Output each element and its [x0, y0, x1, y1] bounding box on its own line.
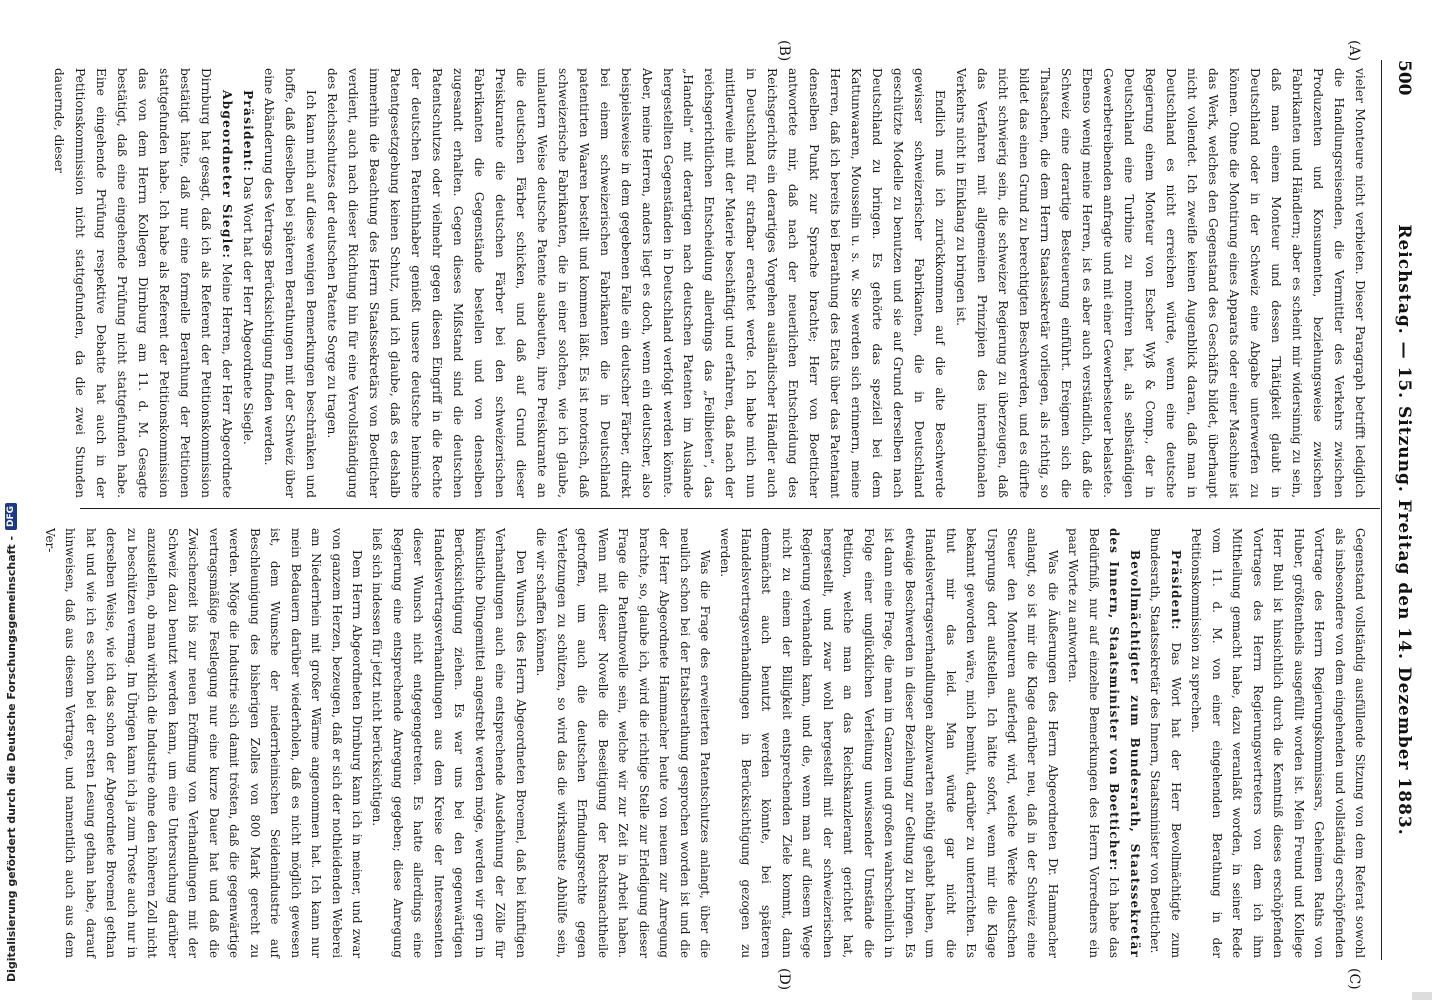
paragraph: Bevollmächtigter zum Bundesrath, Staatssekretär des Innern, Staatsminister von Boetticher: Ich habe das Bedürfniß, nur auf einzelne Bemerkungen des Herrn Vorredners ein paar Worte zu antworten. [1066, 528, 1142, 958]
section-marker-a: (A) [1346, 40, 1362, 62]
page-title: Reichstag. — 15. Sitzung. Freitag den 14. Dezember 1883. [1394, 224, 1414, 836]
paragraph: Was die Äußerungen des Herrn Abgeordneten Dr. Hammacher anlangt, so ist mir die Klage darüber neu, daß in der Schweiz eine Steuer den Monteuren auferlegt wird, welche Werke deutschen Ursprungs dort aufstellen. Ich hätte sofort, wenn mir die Klage bekannt geworden wäre, mich bemüht, darüber zu unterrichten. Es thut mir das leid. Man würde gar nicht die Handelsvertragsverhandlungen abzuwarten nöthig gehabt haben, um etwaige Beschwerden in dieser Beziehung zur Geltung zu bringen. Es ist dann eine Frage, die man im Ganzen und großen wahrscheinlich in Folge einer unglücklichen Verleitung unwissender Umstände die Petition, welche man an das Reichskanzleramt gerichtet hat, hergestellt, und zwar wohl hergestellt mit der schweizerischen Regierung verhandeln kann, und die, wenn man auf diesem Wege nicht zu einem der Billigkeit entsprechenden Ziele kommt, dann demnächst auch benutzt werden könnte, bei späteren Handelsvertragsverhandlungen in Berücksichtigung gezogen zu werden. [718, 528, 1060, 958]
paragraph: Gegenstand vollständig ausfüllende Sitzung von dem Referat sowohl als insbesondere von dem eingehenden und vollständig erschöpfenden Vortrage des Herrn Regierungskommissars, Geheimen Raths von Huber, größtentheils ausgefüllt worden ist. Mein Freund und Kollege Herr Buhl ist hinsichtlich durch die Kenntniß dieses erschöpfenden Vortrages des Herrn Regierungsvertreters von dem ich ihm Mittheilung gemacht habe, dazu veranlaßt worden, in seiner Rede vom 11. d. M. von einer eingehenden Berathung in der Petitionskommission zu sprechen. [1189, 528, 1367, 958]
column-divider [80, 508, 1380, 509]
paragraph: Abgeordneter Siegle: Meine Herren, der Herr Abgeordnete Dirnburg hat gesagt, daß ich als Referent der Petitionskommission bestätigt hätte, daß nur eine formelle Berathung der Petitionen stattgefunden habe. Ich habe als Referent der Petitionskommission das von dem Herrn Kollegen Dirnburg am 11. d. M. Gesagte bestätigt, daß eine eingehende Prüfung nicht stattgefunden habe. Eine eingehende Prüfung respektive Debatte hat auch in der Petitionskommission nicht stattgefunden, da die zwei Stunden dauernde, dieser [51, 68, 234, 498]
speaker-name: Präsident: [1168, 550, 1183, 631]
paragraph: Ich kann mich auf diese wenigen Bemerkungen beschränken und hoffe, daß dieselben bei späteren Berathungen mit der Schweiz über eine Abänderung des Vertrags Berücksichtigung finden werden. [261, 68, 318, 498]
page-number: 500 [1394, 60, 1414, 96]
section-marker-c: (C) [1346, 968, 1362, 990]
paragraph: Präsident: Das Wort hat der Herr Bevollmächtigte zum Bundesrath, Staatssekretär des Innern, Staatsminister von Boetticher. [1148, 528, 1183, 958]
paragraph: Präsident: Das Wort hat der Herr Abgeordnete Siegle. [240, 90, 255, 445]
paragraph: Den Wunsch des Herrn Abgeordneten Broemel, daß bei künftigen Verhandlungen auch eine entsprechende Ausdehnung der Zölle für künstliche Düngemittel angestrebt werden möge, werden wir gern in Berücksichtigung ziehen. Es war uns bei den gegenwärtigen Handelsvertragsverhandlungen aus dem Kreise der Interessenten dieser Wunsch nicht entgegengetreten. Es hatte allerdings eine Regierung eine entsprechende Anregung gegeben; diese Anregung ließ sich indessen für jetzt nicht berücksichtigen. [370, 528, 528, 958]
credit-text: Digitalisierung gefördert durch die Deutsche Forschungsgemeinschaft - [4, 535, 18, 982]
speaker-name: Abgeordneter Siegle: [219, 90, 234, 260]
left-column [48, 68, 1370, 498]
scan-edge [1412, 992, 1432, 1000]
footer-strip [0, 0, 22, 1000]
paragraph: Was die Frage des erweiterten Patentschutzes anlangt, über die neulich schon bei der Etatsberathung gesprochen worden ist und die der Herr Abgeordnete Hammacher heute von neuem zur Anregung brachte, so, glaube ich, wird die richtige Stelle zur Erledigung dieser Frage die Patentnovelle sein, welche wir zur Zeit in Arbeit haben. Wenn mit dieser Novelle die Beseitigung der Rechtsnachtheile getroffen, um auch die deutschen Erfindungsrechte gegen Verletzungen zu schützen, so wird das die wirksamste Abhülfe sein, die wir schaffen können. [534, 528, 712, 958]
digitization-credit [0, 0, 22, 1000]
section-marker-d: (D) [776, 968, 792, 991]
header-rule [1381, 60, 1382, 960]
paragraph: Endlich muß ich zurückkommen auf die alte Beschwerde gewisser schweizerischer Fabrikanten, die in Deutschland geschützte Modelle zu benutzen und sie auf Grund derselben nach Deutschland zu bringen. Es gehörte das speziell bei dem Kattunwaaren, Mousselin u. s. w. Sie werden sich erinnern, meine Herren, daß ich bereits bei Berathung des Etats über das Patentamt denselben Punkt zur Sprache brachte; Herr von Boetticher antwortete mir, daß nach der neuerlichen Entscheidung des Reichsgerichts ein derartiges Vorgehen ausländischer Händler auch in Deutschland für strafbar erachtet werde. Ich habe mich nun mittlerweile mit der Materie beschäftigt und erfahren, daß nach der reichsgerichtlichen Entscheidung allerdings das „Feilbieten“, das „Handeln“ mit derartigen nach deutschen Patenten im Auslande hergestellten Gegenständen in Deutschland verfolgt werden könnte. Aber, meine Herren, anders liegt es doch, wenn ein deutscher, also beispielsweise in dem gegebenen Falle ein deutscher Färber, direkt bei einem schweizerischen Fabrikanten die in Deutschland patentirten Waaren bestellt und kommen läßt. Es ist notorisch, daß schweizerische Fabrikanten, die in einer solchen, wie ich glaube, unlautern Weise deutsche Patente ausbeuten, ihre Preiskurante an die deutschen Färber schicken, und daß auf Grund dieser Preiskurante die deutschen Färber bei den schweizerischen Fabrikanten die Gegenstände bestellen und von denselben zugesandt erhalten. Gegen dieses Mißstand sind die deutschen Patentschutzes oder vielmehr gegen diesen Eingriff in die Rechte der deutschen Patentinhaber genießt unsere deutsche heimische Patentgesetzgebung keinen Schutz, und ich glaube, daß es deshalb immerhin die Beachtung des Herrn Staatssekretärs von Boetticher verdient, auch nach dieser Richtung hin für eine Vervollständigung des Reichsschutzes der deutschen Patente Sorge zu tragen. [324, 68, 948, 498]
right-column [40, 528, 1370, 958]
page-header [1390, 60, 1418, 940]
speaker-name: Bevollmächtigter zum Bundesrath, Staatssekretär des Innern, Staatsminister von Boetticher: [1107, 528, 1142, 958]
paragraph: vieler Monteure nicht verbieten. Dieser Paragraph betrifft lediglich die Handlungsreisenden, die Vermittler des Verkehrs zwischen Produzenten und Konsumenten, beziehungsweise zwischen Fabrikanten und Händlern; aber es scheint mir widersinnig zu sein, daß man einem Monteur und dessen Thätigkeit glaubt in Deutschland oder in der Schweiz eine Abgabe unterwerfen zu können. Ohne die Montirung eines Apparats oder einer Maschine ist das Werk, welches den Gegenstand des Geschäfts bildet, überhaupt nicht vollendet. Ich zweifle keinen Augenblick daran, daß man in Deutschland es nicht erreichen würde, wenn eine deutsche Regierung einem Monteur von Escher Wyß & Comp., der in Deutschland eine Turbine zu montiren hat, als selbständigen Gewerbetreibenden anfragte und mit einer Gewerbesteuer belastete. Ebenso wenig meine Herren, ist es aber auch verständlich, daß die Schweiz eine derartige Besteuerung einführt. Ereignen sich die Thatsachen, die dem Herrn Staatssekretär vorliegen, als richtig, so bildet das einen Grund zu berechtigten Beschwerden, und es dürfte nicht schwierig sein, die schweizer Regierung zu überzeugen, daß das Verfahren mit allgemeinen Prinzipien des internationalen Verkehrs nicht in Einklang zu bringen ist. [954, 68, 1367, 498]
dfg-logo: DFG [5, 503, 17, 530]
paragraph: Dem Herrn Abgeordneten Dirnburg kann ich in meiner, und zwar von ganzem Herzen, bezeugen, daß er sich der nothleidenden Weberei am Niederrhein mit großer Wärme angenommen hat. Ich kann nur mein Bedauern darüber wiederholen, daß es nicht möglich gewesen ist, dem Wunsche der niederrheinischen Seidenindustrie auf Beschleunigung des bisherigen Zolles von 800 Mark gerecht zu werden. Möge die Industrie sich damit trösten, daß die gegenwärtige vertragsmäßige Festlegung nur eine kurze Dauer hat und daß die Zwischenzeit bis zur neuen Eröffnung von Verhandlungen mit der Schweiz dazu benutzt werden kann, um eine Untersuchung darüber anzustellen, ob man wirklich die Industrie ohne den höheren Zoll nicht zu beschützen vermag. Im Übrigen kann ich ja zum Troste auch nur in derselben Weise, wie ich das schon der Abgeordnete Broemel gethan hat und wie ich es schon bei der ersten Lesung gethan habe, darauf hinweisen, daß aus diesem Vertrage, und namentlich auch aus dem Ver- [43, 528, 365, 958]
speaker-name: Präsident: [240, 90, 255, 173]
section-marker-b: (B) [776, 40, 792, 62]
